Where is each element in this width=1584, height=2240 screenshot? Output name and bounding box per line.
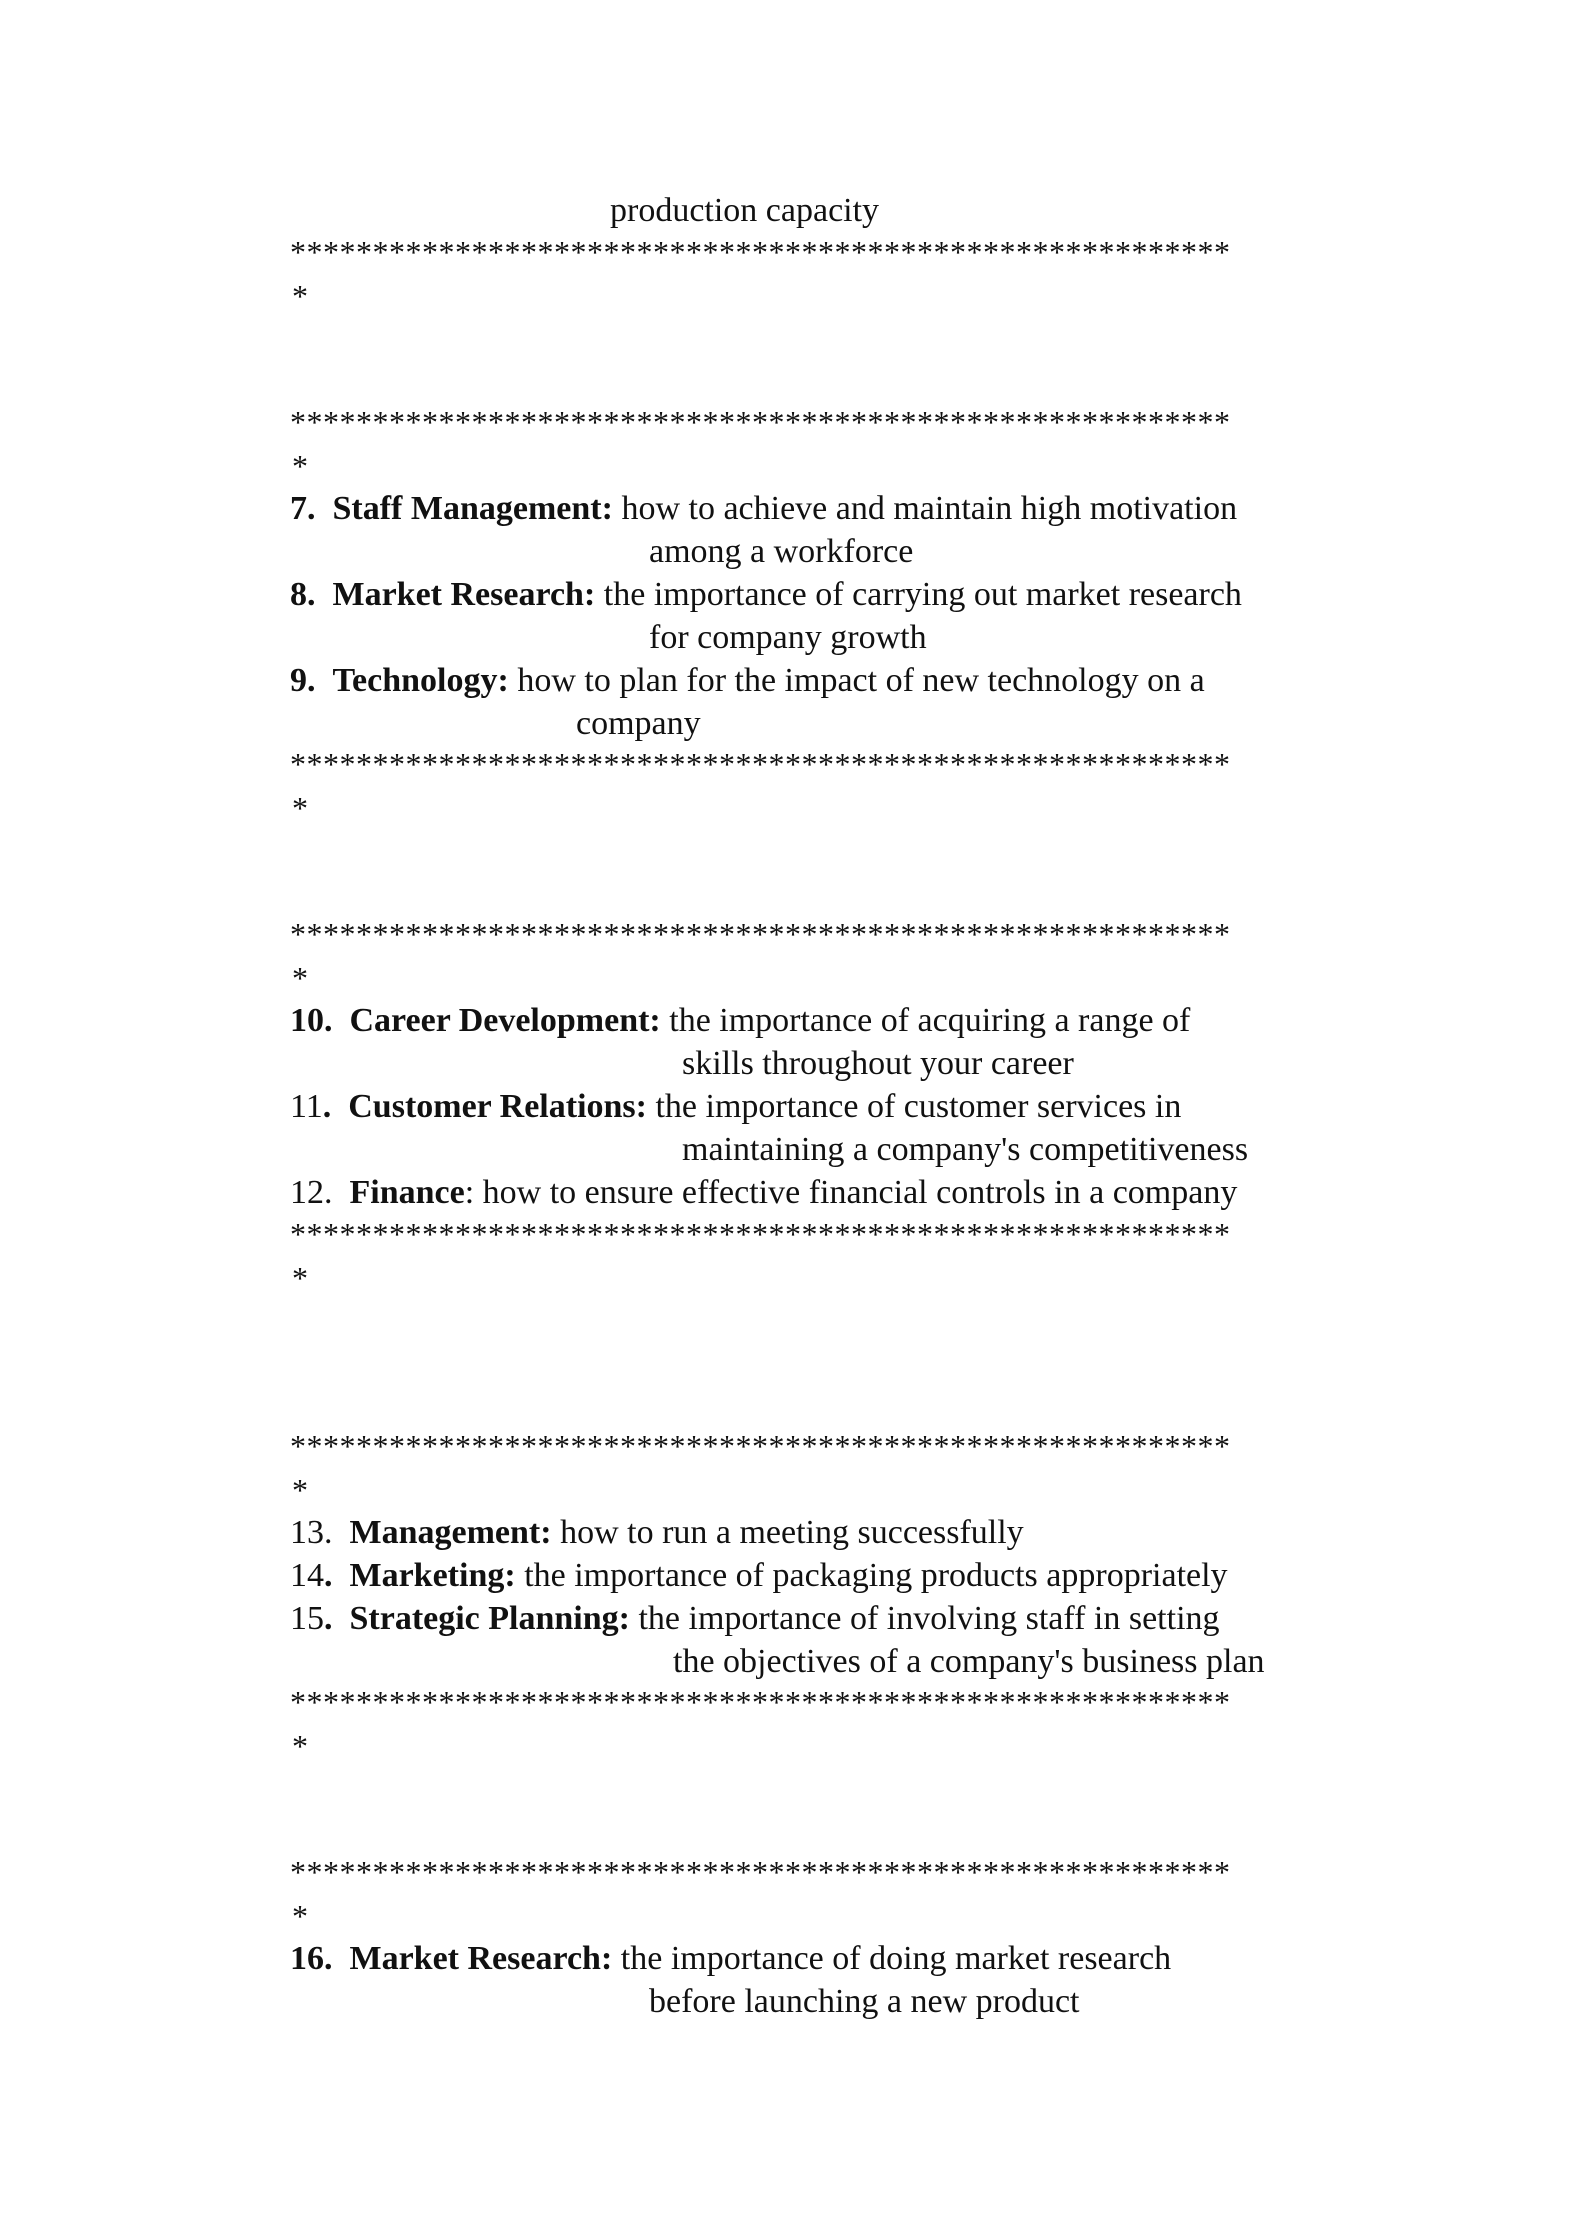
item-number-suffix: . [322,1088,332,1125]
asterisk-separator: ********************************************************* [290,1428,1231,1464]
list-item-11-continuation: maintaining a company's competitiveness [682,1131,1249,1168]
item-term: Staff Management: [332,490,613,527]
item-term: Marketing: [349,1557,516,1594]
item-term: Customer Relations: [348,1088,647,1125]
asterisk-separator: ********************************************************* [290,916,1231,952]
item-description: the importance of customer services in [655,1088,1182,1125]
list-item-15 [290,1602,1220,1636]
asterisk-separator-tail: * [292,448,308,484]
item-term-suffix: : [464,1174,475,1211]
asterisk-separator-tail: * [292,278,308,314]
continuation-line: production capacity [610,192,880,229]
item-number-suffix: . [324,1600,333,1637]
list-item-9 [290,664,1205,698]
list-item-8 [290,578,1242,612]
item-term: Market Research: [349,1940,613,1977]
item-description: how to ensure effective financial controls in a company [482,1174,1238,1211]
asterisk-separator-tail: * [292,1472,308,1508]
list-item-7-continuation: among a workforce [649,533,914,570]
asterisk-separator: ********************************************************* [290,1854,1231,1890]
asterisk-separator: ********************************************************* [290,1216,1231,1252]
item-description: the importance of packaging products appropriately [524,1557,1228,1594]
item-number: 10. [290,1002,333,1039]
list-item-16 [290,1942,1171,1976]
list-item-13 [290,1516,1024,1550]
item-term: Strategic Planning: [349,1600,630,1637]
list-item-11 [290,1090,1181,1124]
item-term: Market Research: [332,576,596,613]
list-item-10 [290,1004,1190,1038]
asterisk-separator: ********************************************************* [290,404,1231,440]
item-number: 14 [290,1557,324,1594]
asterisk-separator-tail: * [292,1260,308,1296]
list-item-16-continuation: before launching a new product [649,1983,1080,2020]
item-number: 12. [290,1174,333,1211]
asterisk-separator-tail: * [292,960,308,996]
list-item-14 [290,1559,1228,1593]
item-description: the importance of acquiring a range of [669,1002,1191,1039]
asterisk-separator: ********************************************************* [290,234,1231,270]
item-number-suffix: . [324,1557,333,1594]
item-number: 8. [290,576,316,613]
item-number: 13. [290,1514,333,1551]
item-term: Career Development: [349,1002,661,1039]
list-item-8-continuation: for company growth [649,619,927,656]
list-item-12 [290,1176,1237,1210]
list-item-7 [290,492,1237,526]
item-description: the importance of doing market research [620,1940,1172,1977]
item-number: 16. [290,1940,333,1977]
asterisk-separator-tail: * [292,1728,308,1764]
asterisk-separator-tail: * [292,1898,308,1934]
item-term: Finance [349,1174,465,1211]
list-item-10-continuation: skills throughout your career [682,1045,1074,1082]
item-term: Management: [349,1514,552,1551]
item-term: Technology: [332,662,509,699]
item-description: the importance of involving staff in setting [638,1600,1220,1637]
item-description: the importance of carrying out market research [603,576,1242,613]
item-number: 15 [290,1600,324,1637]
item-description: how to plan for the impact of new technology on a [517,662,1205,699]
list-item-9-continuation: company [576,705,701,742]
item-description: how to run a meeting successfully [560,1514,1024,1551]
asterisk-separator: ********************************************************* [290,746,1231,782]
item-number: 11 [290,1088,323,1125]
asterisk-separator: ********************************************************* [290,1684,1231,1720]
item-description: how to achieve and maintain high motivation [621,490,1238,527]
item-number: 9. [290,662,316,699]
list-item-15-continuation: the objectives of a company's business plan [673,1643,1265,1680]
asterisk-separator-tail: * [292,790,308,826]
item-number: 7. [290,490,316,527]
